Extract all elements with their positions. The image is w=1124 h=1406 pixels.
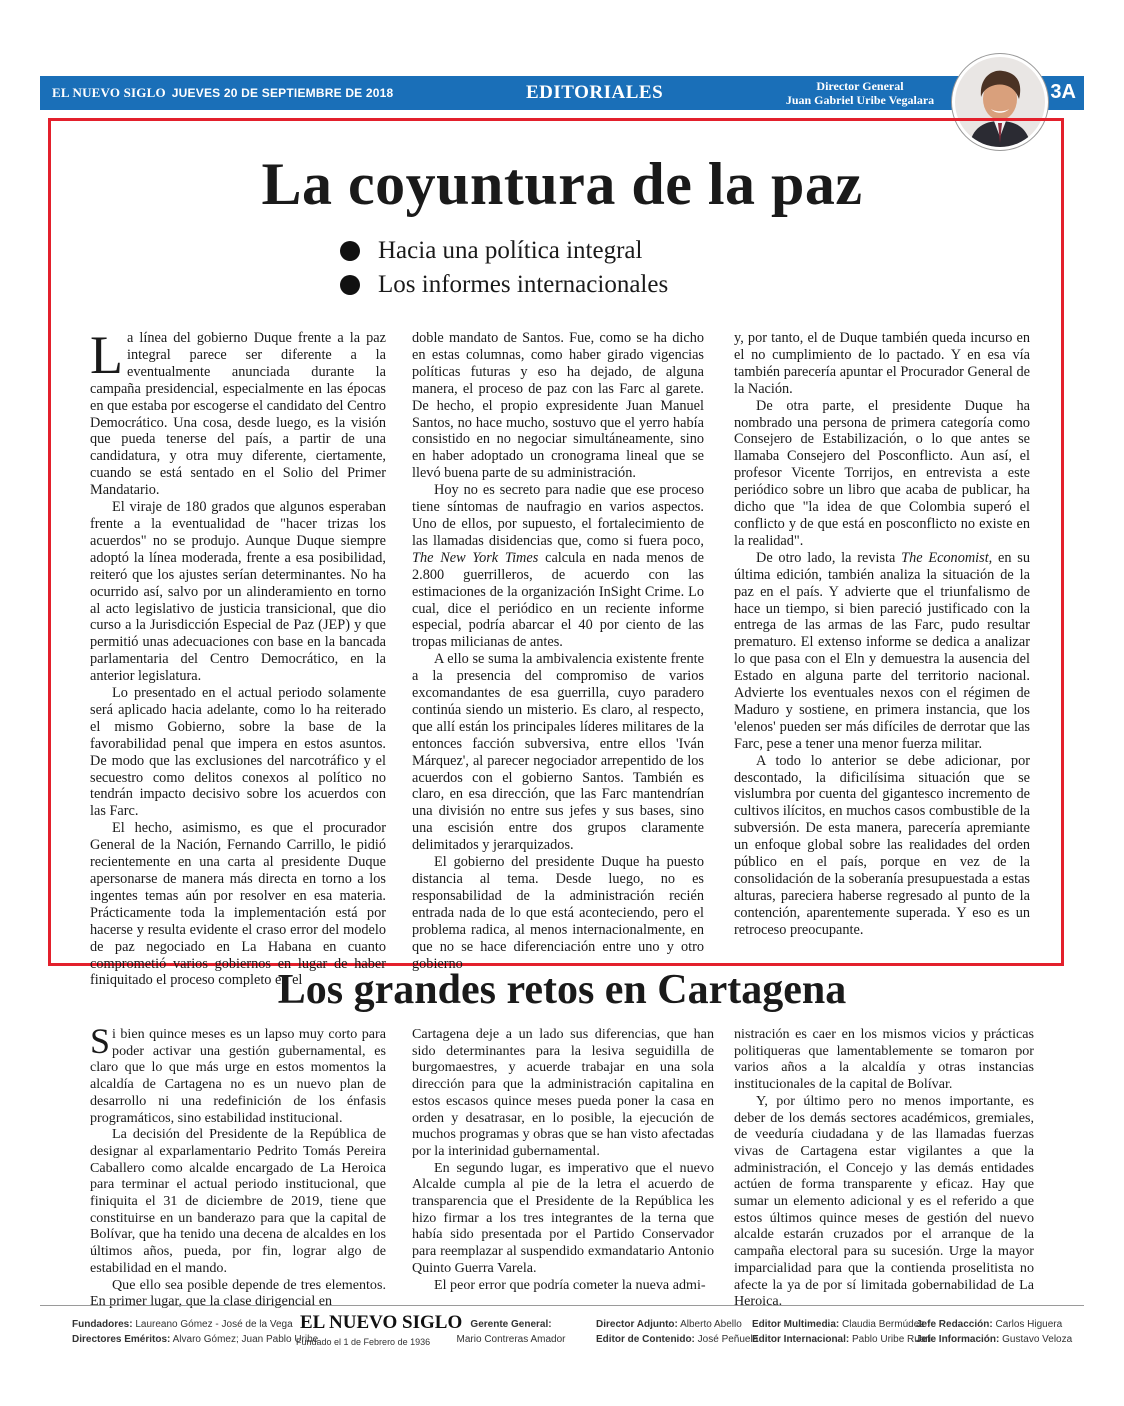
footer-value: Gustavo Veloza [1002,1334,1073,1345]
footer-label: Editor de Contenido: [596,1334,695,1345]
footer-editors-2 [752,1317,931,1347]
paragraph [90,1021,386,1126]
footer-value: Alberto Abello [680,1319,742,1330]
footer-value: Carlos Higuera [995,1319,1063,1330]
footer-editors-1 [596,1317,758,1347]
footer-value: Laureano Gómez - José de la Vega [135,1319,293,1330]
paragraph: Cartagena deje a un lado sus diferencias, que han sido determinantes para la lesiva seguidilla de burgomaestres, y acuerde trabajar en una sola dirección para que la administración capitalina en estos escasos quince meses pueda poner la casa en orden y desatrasar, en lo posible, la ejecución de muchos programas y obras que se han visto afectadas por la interinidad gubernamental. [412,1026,714,1159]
page-number: 3A [1050,81,1076,103]
paragraph: El peor error que podría cometer la nueva admi- [434,1276,706,1293]
drop-cap: L [90,325,123,385]
director-name: Juan Gabriel Uribe Vegalara [785,93,935,107]
second-article-title: Los grandes retos en Cartagena [277,967,847,1013]
lead-article-title: La coyuntura de la paz [261,151,863,217]
header-left [52,85,393,101]
footer-value: Alvaro Gómez; Juan Pablo Uribe [172,1334,319,1345]
footer-manager [455,1317,567,1347]
publication-name: The Economist, [901,549,993,566]
paragraph: De otra parte, el presidente Duque ha nombrado una persona de primera categoría como Consejero de Estabilización, o lo que antes se llamaba Consejero del Posconflicto. Aun así, el profesor Vicente Torrijos, en entrevista a este periódico sobre un libro que acaba de publicar, ha dicho que "la idea de que Colombia superó el conflicto y de que está en posconflicto no existe en la realidad". [734,397,1030,549]
paragraph: El hecho, asimismo, es que el procurador General de la Nación, Fernando Carrillo, le pidió recientemente en una carta al presidente Duque apersonarse de manera más directa en torno a los ingentes temas aún por resolver en esa materia. Prácticamente toda la implementación está por hacerse y resulta evidente el craso error del modelo de paz negociado en La Habana en cuanto comprometió varios gobiernos en lugar de haber finiquitado el proceso completo en el [90,820,386,989]
header-bar [40,76,1084,110]
lead-article-column-3 [734,330,1030,939]
lead-article-column-1 [90,325,386,989]
bullet-text: Los informes internacionales [378,271,669,298]
bullet-dot-icon [340,275,360,295]
bullet-item [340,234,668,268]
paragraph: En segundo lugar, es imperativo que el nuevo Alcalde cumpla al pie de la letra el acuerdo de transparencia que el Presidente de la República les hizo firmar a los tres integrantes de la terna que había sido presentada por el Partido Conservador para reemplazar al suspendido exmandatario Antonio Quinto Guerra Varela. [412,1159,714,1276]
paragraph-text: Hoy no es secreto para nadie que ese proceso tiene síntomas de naufragio en varios aspectos. Uno de ellos, por supuesto, el fortalecimiento de las llamadas disidencias que, como si fuera poco, [412,482,704,549]
footer-label: Gerente General: [470,1319,552,1330]
footer-label: Jefe Redacción: [916,1319,993,1330]
director-label: Director General [816,79,904,93]
footer-label: Director Adjunto: [596,1319,678,1330]
paragraph-text: a línea del gobierno Duque frente a la paz integral parece ser diferente a la eventualmente anunciada durante la campaña presidencial, especialmente en las épocas en que estaba por escogerse el candidato del Centro Democrático. Una cosa, desde luego, es la visión que pueda tenerse del país, a partir de una candidatura, y otra muy diferente, ciertamente, cuando se está sentado en el Solio del Primer Mandatario. [90,330,386,499]
paragraph: y, por tanto, el de Duque también queda incurso en el no cumplimiento de lo pactado. Y en esa vía también parecería apuntar el Procurador General de la Nación. [734,330,1030,397]
footer-founded: Fundado el 1 de Febrero de 1936 [296,1337,431,1347]
paragraph [734,550,1030,753]
bullet-dot-icon [340,241,360,261]
paragraph: doble mandato de Santos. Fue, como se ha dicho en estas columnas, como haber girado vigencias políticas futuras y eso ha dejado, de alguna manera, el proceso de paz con las Farc al garete. De hecho, el propio expresidente Juan Manuel Santos, no hace mucho, sostuvo que el yerro había consistido en no negociar simultáneamente, sino en haber adoptado un cronograma lineal que se llevó buena parte de su administración. [412,330,704,482]
director-block [740,79,980,107]
second-article-column-2 [412,1026,714,1293]
paragraph [90,325,386,499]
footer-value: José Peñuela [697,1334,759,1345]
footer-value: Mario Contreras Amador [456,1334,566,1345]
paragraph: A ello se suma la ambivalencia existente frente a la presencia del compromiso de varios excomandantes de esa guerrilla, cuyo paradero continúa siendo un misterio. Es claro, al respecto, que allí están los principales líderes militares de la entonces facción subversiva, entre ellos 'Iván Márquez', al parecer negociador arrepentido de los acuerdos con el gobierno Santos. También es claro, en esa dirección, que las Farc mantendrían una división no entre sus jefes y sus bases, sino una escisión entre dos grupos claramente delimitados y jerarquizados. [412,651,704,854]
header-paper-name: EL NUEVO SIGLO [52,85,166,100]
paragraph-text: i bien quince meses es un lapso muy corto para poder activar una gestión gubernamental, es claro que lo que más urge en estos momentos la alcaldía de Cartagena no es un nuevo plan de desarrollo ni una redefinición de los énfasis programáticos, sino estabilidad institucional. [90,1026,386,1126]
footer-label: Editor Internacional: [752,1334,850,1345]
paragraph: El gobierno del presidente Duque ha puesto distancia al tema. Desde luego, no es responsabilidad de la administración recién entrada nada de lo que está aconteciendo, pero el problema radica, al menos internacionalmente, en que no se hace diferenciación entre uno y otro gobierno [412,854,704,972]
drop-cap: S [90,1021,111,1061]
paragraph-text: calcula en nada menos de 2.800 guerrilleros, de acuerdo con las estimaciones de la organización InSight Crime. Lo cual, dice el periódico en un reciente informe especial, podría abarcar el 40 por ciento de las tropas milicianas de antes. [412,549,705,651]
footer-value: Pablo Uribe Ruan [852,1334,931,1345]
publication-name: The New York Times [412,549,539,566]
footer-editors-3 [916,1317,1072,1347]
paragraph-text: De otro lado, la revista [756,549,896,566]
bullet-text: Hacia una política integral [378,237,643,264]
second-article-column-1 [90,1021,386,1310]
bullet-item [340,268,668,302]
footer-logo: EL NUEVO SIGLO [300,1312,463,1333]
footer-value: Claudia Bermúdez [842,1319,925,1330]
lead-article-bullets [340,234,668,302]
footer-founders [72,1317,319,1347]
paragraph: La decisión del Presidente de la República de designar al exparlamentario Pedrito Tomás Pereira Caballero como alcalde encargado de La Heroica para terminar el actual periodo institucional, que finiquita el 31 de diciembre de 2019, tiene que constituirse en un banderazo para que la capital de Bolívar, que ha tenido una decena de alcaldes en los últimos años, pueda, por fin, lograr algo de estabilidad en el mando. [90,1126,386,1276]
header-date: JUEVES 20 DE SEPTIEMBRE DE 2018 [171,86,394,100]
footer-label: Editor Multimedia: [752,1319,840,1330]
paragraph [412,482,704,651]
section-title: EDITORIALES [526,82,664,103]
paragraph: A todo lo anterior se debe adicionar, por descontado, la dificilísima situación que se vislumbra por cuenta del gigantesco incremento de cultivos ilícitos, en muchos casos combustible de la subversión. De esta manera, parecería apremiante un enfoque global sobre las realidades del orden público en el país, porque en vez de la consolidación de la soberanía presupuestada a estas alturas, pareciera haberse regresado al punto de la contención, aparentemente superada. Y eso es un retroceso preocupante. [734,752,1030,938]
second-article-column-3 [734,1026,1034,1310]
footer-label: Fundadores: [72,1319,133,1330]
paragraph: El viraje de 180 grados que algunos esperaban frente a la eventualidad de "hacer trizas los acuerdos" no se produjo. Aunque Duque siempre adoptó la línea moderada, frente a esa posibilidad, reiteró que los ajustes serían determinantes. No ha ocurrido así, salvo por un alinderamiento en torno al acto legislativo de justicia transicional, que dio curso a la Jurisdicción Especial de Paz (JEP) y que permitió unas adecuaciones con base en la bancada parlamentaria del Centro Democrático, en la anterior legislatura. [90,499,386,685]
footer-label: Jefe Información: [916,1334,1000,1345]
lead-article-column-2 [412,330,704,972]
paragraph: Lo presentado en el actual periodo solamente será aplicado hacia adelante, como lo ha reiterado el mismo Gobierno, sobre la base de la favorabilidad penal que impera en estos asuntos. De modo que las exclusiones del narcotráfico y el secuestro como delitos conexos al político no tendrán impacto decisivo sobre los acuerdos con las Farc. [90,685,386,820]
paragraph: Que ello sea posible depende de tres elementos. En primer lugar, que la clase dirigencial en [90,1276,386,1310]
paragraph: nistración es caer en los mismos vicios y prácticas politiqueras que lamentablemente se tomaron por varios años a la alcaldía y otras instancias institucionales de la capital de Bolívar. [734,1026,1034,1093]
footer-divider [40,1305,1084,1306]
paragraph-text: en su última edición, también analiza la situación de la paz en el país. Y advierte que el triunfalismo de hace un tiempo, si bien pareció justificado con la entrega de las armas de las Farc, pudo resultar prematuro. El extenso informe se dedica a analizar lo que pasa con el Eln y demuestra la ausencia del Estado en alguna parte del territorio nacional. Advierte los eventuales nexos con el régimen de Maduro y sostiene, en primera instancia, que los 'elenos' pueden ser más difíciles de derrotar que las Farc, pese a tener una menor fuerza militar. [734,549,1030,752]
footer-label: Directores Eméritos: [72,1334,171,1345]
paragraph: Y, por último pero no menos importante, es deber de los demás sectores académicos, gremiales, de veeduría ciudadana y de las llamadas fuerzas vivas de Cartagena estar vigilantes a que la administración, el Concejo y las demás entidades actúen de forma transparente y eficaz. Hay que sumar un elemento adicional y es el referido a que estos últimos quince meses de gestión del nuevo alcalde estarán cruzados por el arranque de la campaña electoral para su sucesión. Urge la mayor imparcialidad para que la contienda proselitista no afecte la ya de por sí limitada gobernabilidad de La Heroica. [734,1092,1034,1310]
